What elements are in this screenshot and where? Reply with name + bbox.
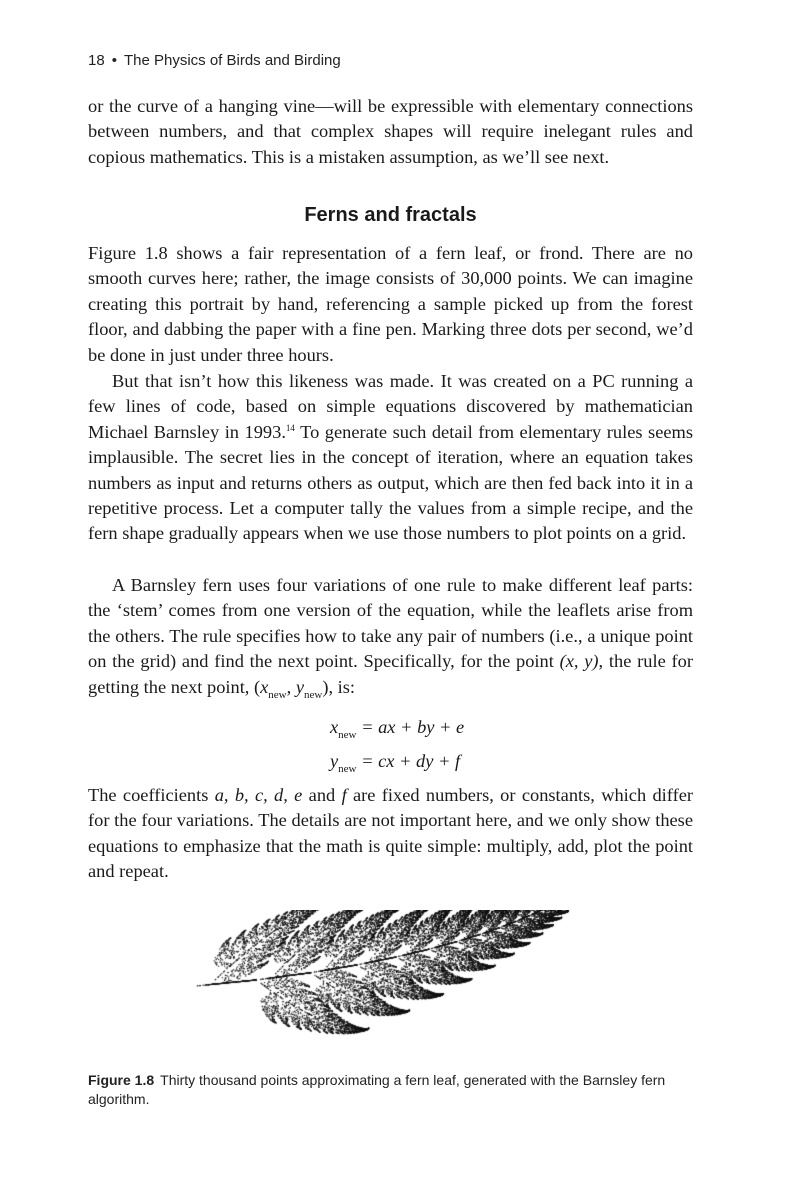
paragraph-4-text-c: ), is: [322, 676, 356, 697]
y-new-sub: new [304, 688, 323, 701]
paragraph-4-text-a: A Barnsley fern uses four variations of one rule to make different leaf parts: the ‘stem’ comes from one version of the equation, while the leaflets arise from the others. The rule specifies how to take any pair of numbers (i.e., a unique point on the grid) and find the next point. Specifically, for the point [88, 575, 693, 672]
paragraph-3-text-a: But that isn’t how this likeness was made. It was created on a PC running a few lines of code, based on simple equations discovered by mathematician Michael Barnsley in 1993. [88, 371, 693, 442]
section-heading: Ferns and fractals [304, 204, 477, 226]
running-head [88, 52, 341, 69]
equation-x-var: x [330, 717, 339, 737]
point-notation: (x, y) [559, 651, 599, 672]
equation-x-sub: new [338, 729, 357, 741]
book-title: The Physics of Birds and Birding [123, 52, 341, 69]
paragraph-5-text-a: The coefficients [88, 785, 215, 805]
equation-x [330, 714, 464, 748]
page-number: 18 [88, 52, 105, 69]
equation-block [330, 714, 464, 782]
equation-y-rhs: = cx + dy + f [356, 751, 461, 771]
y-new-var: y [295, 676, 304, 697]
coefficient-f: f [341, 785, 347, 805]
figure-caption-text: Thirty thousand points approximating a fern leaf, generated with the Barnsley fern algorithm. [88, 1072, 666, 1107]
x-new-var: x [260, 676, 269, 697]
paragraph-4: A Barnsley fern uses four variations of one rule to make different leaf parts: the ‘stem’ comes from one version of the equation, while the leaflets arise from the others. The rule specifies how to take any pair of numbers (i.e., a unique point on the grid) and find the next point. Specifically, for the point (x, y), the rule for getting the next point, ($x_{new}$, $y_{new}$), is: [88, 575, 693, 701]
paragraph-3 [88, 369, 693, 547]
x-new-sub: new [268, 688, 287, 701]
paragraph-4-text-b: , the rule for getting the next point, ( [88, 651, 693, 697]
paragraph-3-text-b: To generate such detail from elementary rules seems implausible. The secret lies in the concept of iteration, where an equation takes numbers as input and returns others as output, which are then fed back into it in a repetitive process. Let a computer tally the values from a simple recipe, and the fern shape gradually appears when we use those numbers to plot points on a grid. [88, 421, 693, 544]
figure-caption [88, 1071, 693, 1109]
equation-x-rhs: = ax + by + e [356, 717, 465, 737]
separator: • [111, 52, 117, 69]
fern-figure-image [180, 910, 600, 1060]
paragraph-1: or the curve of a hanging vine—will be expressible with elementary connections between numbers, and that complex shapes will require inelegant rules and copious mathematics. This is a mistaken assumption, as we’ll see next. [88, 96, 693, 167]
paragraph-5-and: and [302, 785, 342, 805]
paragraph-2: Figure 1.8 shows a fair representation of a fern leaf, or frond. There are no smooth curves here; rather, the image consists of 30,000 points. We can imagine creating this portrait by hand, referencing a sample picked up from the forest floor, and dabbing the paper with a fine pen. Marking three dots per second, we’d be done in just under three hours. [88, 243, 693, 365]
paragraph-5-text-b: are fixed numbers, or constants, which differ for the four variations. The details are not important here, and we only show these equations to emphasize that the math is quite simple: multiply, add, plot the point and repeat. [88, 785, 693, 882]
paragraph-5 [88, 783, 693, 885]
figure-label: Figure 1.8 [88, 1072, 155, 1088]
equation-y-var: y [330, 751, 339, 771]
footnote-reference[interactable]: 14 [285, 422, 295, 433]
equation-y [330, 748, 464, 782]
equation-y-sub: new [338, 763, 357, 775]
coefficient-list: a, b, c, d, e [214, 785, 303, 805]
